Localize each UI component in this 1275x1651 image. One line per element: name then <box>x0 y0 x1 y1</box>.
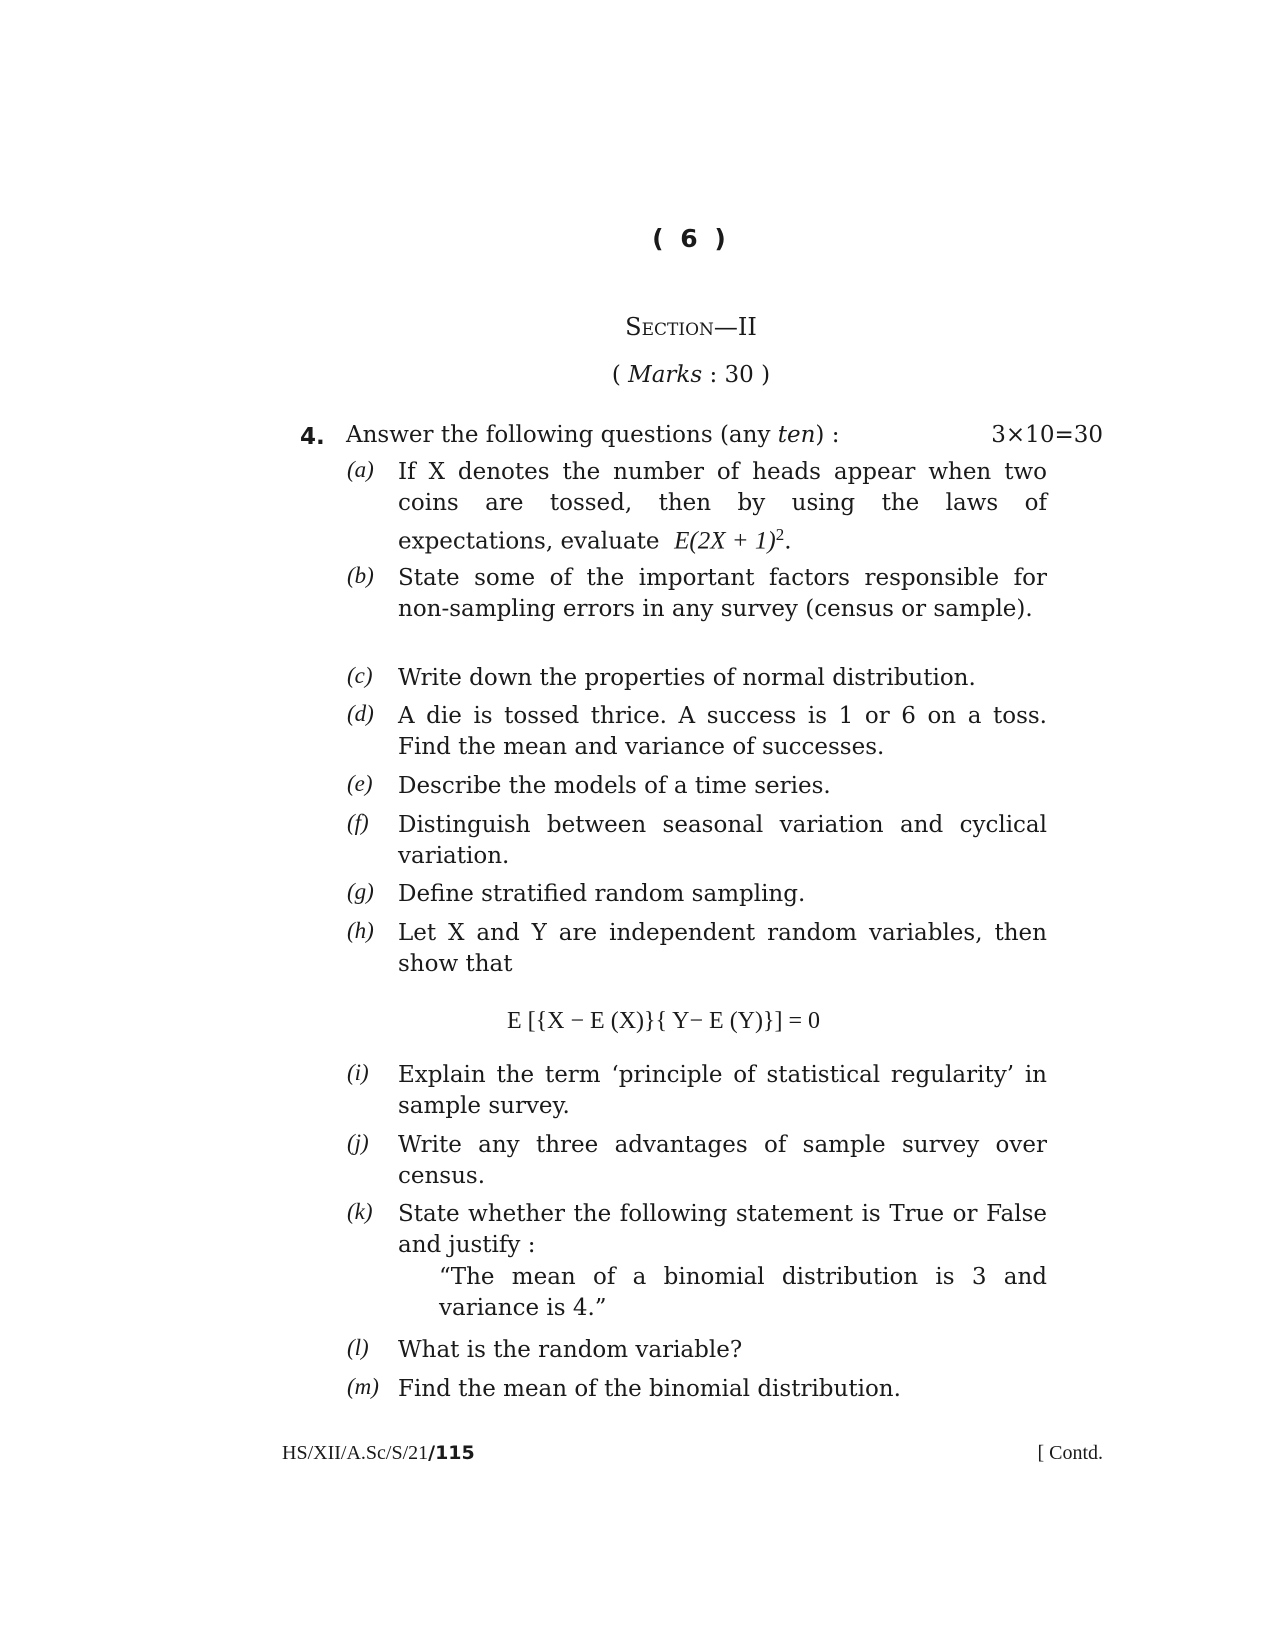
item-b-text: State some of the important factors responsible for non-sampling errors in any survey (census or sample). <box>398 565 1047 622</box>
item-g-text: Define stratified random sampling. <box>398 881 806 907</box>
item-a-label: (a) <box>347 457 374 482</box>
item-b-label: (b) <box>347 563 374 588</box>
item-d-label: (d) <box>347 701 374 726</box>
question-marks: 3×10=30 <box>991 422 1103 448</box>
item-f-text: Distinguish between seasonal variation and cyclical variation. <box>398 812 1047 869</box>
paper-code-prefix: HS/XII/A.Sc/S/21 <box>282 1442 429 1464</box>
item-c-text: Write down the properties of normal distribution. <box>398 665 976 691</box>
item-j-text: Write any three advantages of sample survey over census. <box>398 1132 1047 1189</box>
item-l-text: What is the random variable? <box>398 1337 743 1363</box>
marks-label: Marks <box>628 362 703 388</box>
page-number: ( 6 ) <box>652 224 730 253</box>
item-a-exponent: 2 <box>775 525 785 544</box>
paper-code-number: /115 <box>428 1442 475 1464</box>
item-h-label: (h) <box>347 918 374 943</box>
question-text-after: ) : <box>815 422 840 448</box>
item-k-quote: “The mean of a binomial distribution is 3 and variance is 4.” <box>439 1264 1047 1321</box>
item-e-label: (e) <box>347 771 373 796</box>
paper-code <box>282 1442 475 1465</box>
item-i-text: Explain the term ‘principle of statistical regularity’ in sample survey. <box>398 1062 1047 1119</box>
item-f-label: (f) <box>347 810 369 835</box>
question-number: 4. <box>300 424 325 450</box>
item-m-text: Find the mean of the binomial distribution. <box>398 1376 901 1402</box>
question-text-em: ten <box>777 422 816 448</box>
independence-formula: E [{X − E (X)}{ Y− E (Y)}] = 0 <box>507 1008 821 1034</box>
item-a-expression: E(2X + 1) <box>674 527 776 555</box>
continued-label: [ Contd. <box>1037 1442 1103 1464</box>
item-m-label: (m) <box>347 1374 379 1399</box>
marks-value: : 30 <box>709 362 754 388</box>
item-a-prose: If X denotes the number of heads appear when two coins are tossed, then by using the laws of expectations, evaluate <box>398 459 1047 555</box>
item-k-label: (k) <box>347 1199 373 1224</box>
item-g-label: (g) <box>347 879 374 904</box>
item-a-text: If X denotes the number of heads appear when two coins are tossed, then by using the laws of expectations, evaluate $E(2X + 1)^2$. <box>398 459 1047 555</box>
item-k-text: State whether the following statement is True or False and justify : <box>398 1201 1047 1258</box>
question-text-before: Answer the following questions (any <box>346 422 771 448</box>
item-i-label: (i) <box>347 1060 369 1085</box>
item-e-text: Describe the models of a time series. <box>398 773 831 799</box>
item-j-label: (j) <box>347 1130 369 1155</box>
item-d-text: A die is tossed thrice. A success is 1 or 6 on a toss. Find the mean and variance of successes. <box>398 703 1047 760</box>
item-h-text: Let X and Y are independent random variables, then show that <box>398 920 1047 977</box>
item-l-label: (l) <box>347 1335 369 1360</box>
section-title: Section—II <box>625 313 757 341</box>
section-marks: ( Marks : 30 ) <box>611 362 771 388</box>
item-c-label: (c) <box>347 663 373 688</box>
question-text <box>346 422 839 448</box>
